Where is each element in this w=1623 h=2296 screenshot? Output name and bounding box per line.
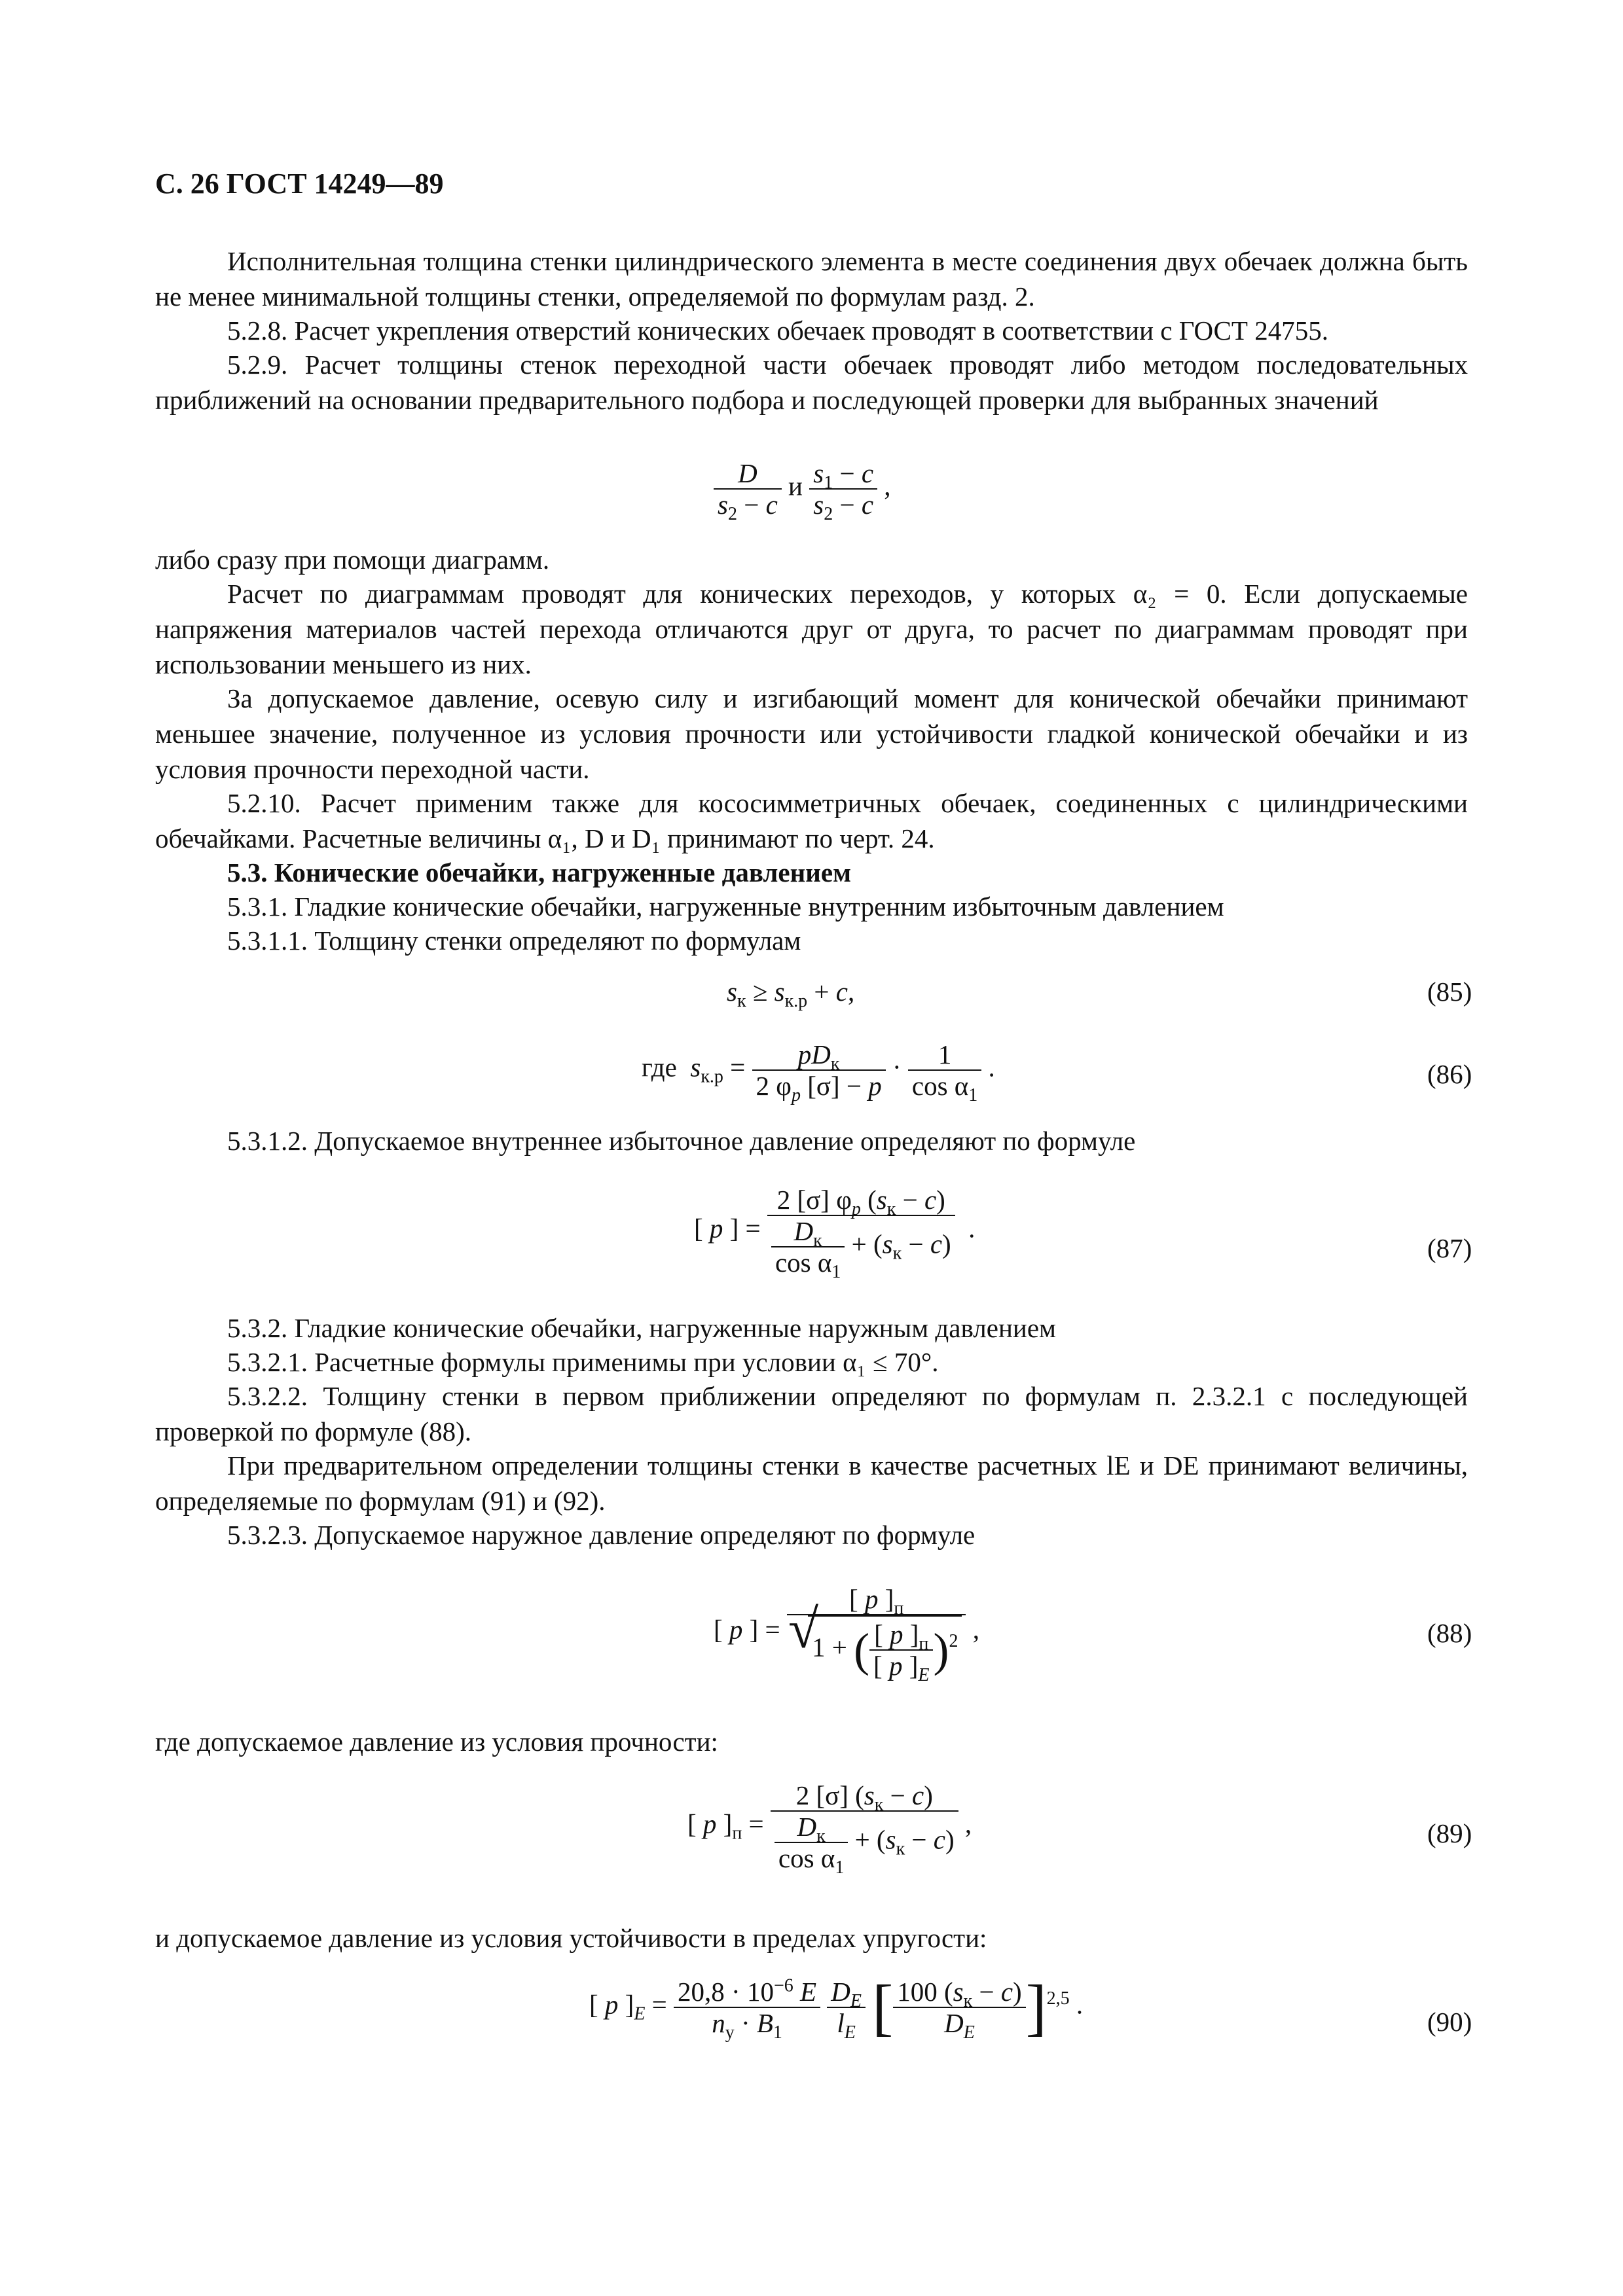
paragraph-5-3-2-1: 5.3.2.1. Расчетные формулы применимы при условии α₁ ≤ 70°.: [227, 1347, 939, 1377]
fraction-90-coef: $\frac{20,8 \cdot 10^{-6} E}{n_у \cdot B_1}$: [674, 1977, 820, 2038]
fraction-88: [ p ]$_п$ √ 1 + ( $\frac{[ p ]_п}{[ p ]_E}$ )$^2$: [787, 1584, 966, 1681]
ratio-d-fraction: $\frac{D}{s_2 - c}$: [714, 458, 782, 520]
formula-ratios: $\frac{D}{s_2 - c}$ и $\frac{s_1 - c}{s_2 - c}$ ,: [714, 458, 891, 520]
formula-85: $s_к \ge s_{к.р} + c$,: [727, 977, 855, 1012]
paragraph-5-3-1: 5.3.1. Гладкие конические обечайки, нагруженные внутренним избыточным давлением: [227, 891, 1224, 922]
fraction-89: 2 [σ] $(s_к - c)$ $\frac{D_к}{\cos \alpha_1}$ + $(s_к - c)$: [771, 1780, 958, 1873]
paragraph-allowable: За допускаемое давление, осевую силу и изгибающий момент для конической обечайки принимают меньшее значение, полученное из условия прочности или устойчивости гладкой конической обечайки и из условия прочности переходной части.: [155, 683, 1468, 784]
equation-number-87: (87): [1427, 1233, 1472, 1263]
paragraph-stability: и допускаемое давление из условия устойчивости в пределах упругости:: [155, 1923, 987, 1953]
fraction-90-de-le: $\frac{D_E}{l_E}$: [827, 1977, 866, 2038]
section-5-3-title: 5.3. Конические обечайки, нагруженные давлением: [227, 857, 851, 888]
equation-number-89: (89): [1427, 1818, 1472, 1848]
formula-88: [ p ] = [ p ]$_п$ √ 1 + ( $\frac{[ p ]_п}{[ p ]_E}$ )$^2$ ,: [714, 1584, 979, 1681]
paragraph-5-3-1-2: 5.3.1.2. Допускаемое внутреннее избыточное давление определяют по формуле: [227, 1126, 1136, 1156]
paragraph-strength: где допускаемое давление из условия прочности:: [155, 1727, 718, 1757]
fraction-cos: $\frac{1}{\cos \alpha_1}$: [908, 1039, 981, 1101]
paragraph-5-2-10: 5.2.10. Расчет применим также для кососимметричных обечаек, соединенных с цилиндрическими обечайками. Расчетные величины α₁, D и D₁ принимают по черт. 24.: [155, 788, 1468, 853]
paragraph-diagrams: либо сразу при помощи диаграмм.: [155, 545, 550, 575]
formula-90: [ p ]$_E$ = $\frac{20,8 \cdot 10^{-6} E}{n_у \cdot B_1}$ $\frac{D_E}{l_E}$ [ $\frac{100 (s_к - c)}{D_E}$ ]$^{2,5}$ .: [589, 1972, 1084, 2043]
paragraph-5-3-1-1: 5.3.1.1. Толщину стенки определяют по формулам: [227, 925, 801, 956]
equation-number-90: (90): [1427, 2007, 1472, 2037]
fraction-87: 2 [σ] $\varphi_p$ $(s_к - c)$ $\frac{D_к}{\cos \alpha_1}$ + $(s_к - c)$: [767, 1185, 955, 1278]
paragraph-5-3-2: 5.3.2. Гладкие конические обечайки, нагруженные наружным давлением: [227, 1313, 1056, 1343]
formula-89: [ p ]$_п$ = 2 [σ] $(s_к - c)$ $\frac{D_к}{\cos \alpha_1}$ + $(s_к - c)$ ,: [687, 1780, 972, 1878]
paragraph-5-3-2-3: 5.3.2.3. Допускаемое наружное давление определяют по формуле: [227, 1520, 976, 1550]
paragraph-intro: Исполнительная толщина стенки цилиндрического элемента в месте соединения двух обечаек должна быть не менее минимальной толщины стенки, определяемой по формулам разд. 2.: [155, 246, 1468, 312]
equation-number-86: (86): [1427, 1059, 1472, 1089]
and-word: и: [788, 471, 803, 501]
paragraph-5-2-9: 5.2.9. Расчет толщины стенок переходной части обечаек проводят либо методом последовательных приближений на основании предварительного подбора и последующей проверки для выбранных значений: [155, 350, 1468, 415]
sqrt-term: √ 1 + ( $\frac{[ p ]_п}{[ p ]_E}$ )$^2$: [808, 1615, 962, 1681]
fraction-90-bracket: $\frac{100 (s_к - c)}{D_E}$: [893, 1977, 1025, 2038]
equation-number-85: (85): [1427, 977, 1472, 1007]
where-word: где: [642, 1052, 677, 1083]
ratio-s-fraction: $\frac{s_1 - c}{s_2 - c}$: [809, 458, 877, 520]
equation-number-88: (88): [1427, 1618, 1472, 1648]
paragraph-5-3-2-2: 5.3.2.2. Толщину стенки в первом приближении определяют по формулам п. 2.3.2.1 с последующей проверкой по формуле (88).: [155, 1381, 1468, 1446]
formula-87: [ p ] = 2 [σ] $\varphi_p$ $(s_к - c)$ $\frac{D_к}{\cos \alpha_1}$ + $(s_к - c)$ .: [694, 1185, 976, 1283]
fraction-pdk: $\frac{pD_к}{2 \varphi_p [\sigma] - p}$: [752, 1039, 886, 1101]
formula-86: где $s_{к.р}$ = $\frac{pD_к}{2 \varphi_p [\sigma] - p}$ · $\frac{1}{\cos \alpha_1}$ .: [642, 1039, 995, 1106]
paragraph-preliminary: При предварительном определении толщины стенки в качестве расчетных lE и DE принимают величины, определяемые по формулам (91) и (92).: [155, 1450, 1468, 1516]
paragraph-diagram-calc: Расчет по диаграммам проводят для конических переходов, у которых α₂ = 0. Если допускаемые напряжения материалов частей перехода отличаются друг от друга, то расчет по диаграммам проводят при использовании меньшего из них.: [155, 579, 1468, 679]
paragraph-5-2-8: 5.2.8. Расчет укрепления отверстий конических обечаек проводят в соответствии с ГОСТ 24755.: [227, 315, 1328, 346]
page-header: С. 26 ГОСТ 14249—89: [155, 168, 444, 200]
